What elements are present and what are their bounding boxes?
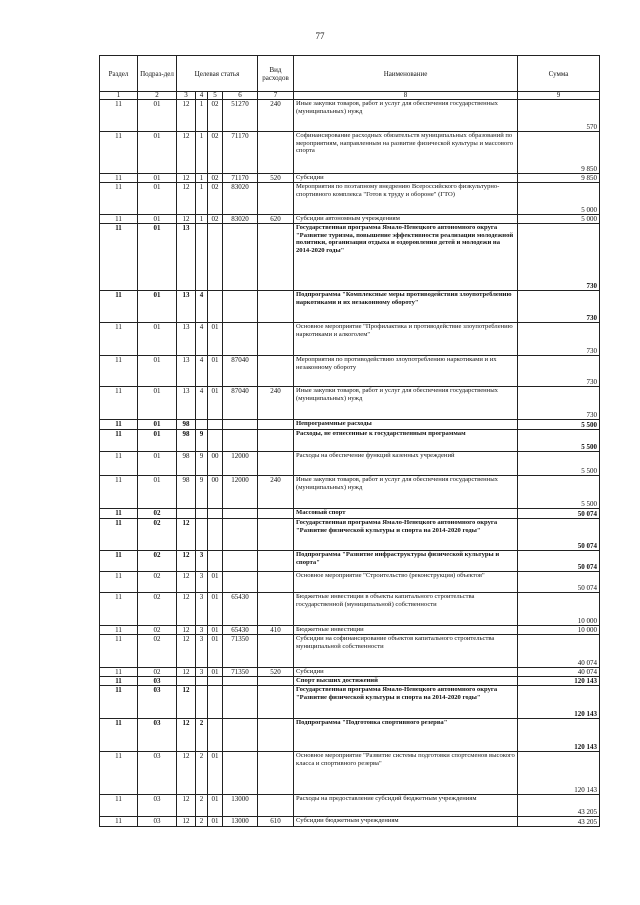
razdel-cell: 11: [100, 668, 138, 677]
direction-cell: 87040: [223, 356, 258, 387]
subprogram-cell: 2: [196, 752, 208, 795]
activity-cell: 01: [208, 626, 223, 635]
program-cell: 13: [177, 323, 196, 356]
table-row: [100, 572, 600, 593]
table-row: [100, 593, 600, 626]
vid-cell: [258, 752, 294, 795]
col-num: 2: [138, 92, 177, 100]
direction-cell: [223, 677, 258, 686]
name-cell: Государственная программа Ямало-Ненецкого автономного округа "Развитие физической культуры и спорта на 2014-2020 годы": [294, 519, 518, 551]
page-number: 77: [315, 31, 325, 41]
razdel-cell: 11: [100, 719, 138, 752]
podrazdel-cell: 02: [138, 593, 177, 626]
name-cell: Массовый спорт: [294, 509, 518, 519]
program-cell: [177, 677, 196, 686]
program-cell: 13: [177, 291, 196, 323]
vid-cell: [258, 686, 294, 719]
razdel-cell: 11: [100, 795, 138, 817]
subprogram-cell: 3: [196, 572, 208, 593]
vid-cell: 610: [258, 817, 294, 827]
table-row: [100, 519, 600, 551]
table-row: [100, 387, 600, 420]
sum-cell: 5 500: [518, 420, 600, 430]
sum-cell: 40 074: [518, 635, 600, 668]
activity-cell: 02: [208, 132, 223, 174]
program-cell: 12: [177, 635, 196, 668]
budget-table: [99, 55, 600, 827]
table-row: [100, 291, 600, 323]
podrazdel-cell: 02: [138, 626, 177, 635]
subprogram-cell: 1: [196, 174, 208, 183]
subprogram-cell: 3: [196, 626, 208, 635]
sum-cell: 50 074: [518, 519, 600, 551]
subprogram-cell: 9: [196, 430, 208, 452]
subprogram-cell: 2: [196, 795, 208, 817]
razdel-cell: 11: [100, 183, 138, 215]
podrazdel-cell: 03: [138, 752, 177, 795]
subprogram-cell: 1: [196, 183, 208, 215]
vid-cell: [258, 420, 294, 430]
vid-cell: [258, 795, 294, 817]
activity-cell: 02: [208, 183, 223, 215]
table-row: [100, 420, 600, 430]
vid-cell: [258, 291, 294, 323]
col-num: 5: [208, 92, 223, 100]
name-cell: Субсидии: [294, 668, 518, 677]
razdel-cell: 11: [100, 291, 138, 323]
col-num: 9: [518, 92, 600, 100]
table-row: [100, 677, 600, 686]
podrazdel-cell: 02: [138, 519, 177, 551]
vid-cell: 520: [258, 174, 294, 183]
vid-cell: 520: [258, 668, 294, 677]
header-razdel: Раздел: [100, 56, 138, 92]
direction-cell: [223, 519, 258, 551]
table-row: [100, 551, 600, 572]
podrazdel-cell: 03: [138, 686, 177, 719]
name-cell: Иные закупки товаров, работ и услуг для обеспечения государственных (муниципальных) нужд: [294, 100, 518, 132]
razdel-cell: 11: [100, 132, 138, 174]
activity-cell: [208, 430, 223, 452]
subprogram-cell: 3: [196, 593, 208, 626]
table-body: [100, 100, 600, 827]
activity-cell: 02: [208, 215, 223, 224]
vid-cell: [258, 572, 294, 593]
table-row: [100, 224, 600, 291]
vid-cell: [258, 452, 294, 476]
activity-cell: 00: [208, 476, 223, 509]
program-cell: 98: [177, 452, 196, 476]
col-num: 6: [223, 92, 258, 100]
table-row: [100, 183, 600, 215]
table-row: [100, 100, 600, 132]
direction-cell: 65430: [223, 593, 258, 626]
sum-cell: 730: [518, 224, 600, 291]
column-numbers-row: [100, 92, 600, 100]
sum-cell: 10 000: [518, 593, 600, 626]
activity-cell: [208, 291, 223, 323]
sum-cell: 10 000: [518, 626, 600, 635]
subprogram-cell: [196, 677, 208, 686]
subprogram-cell: 4: [196, 291, 208, 323]
activity-cell: [208, 224, 223, 291]
program-cell: [177, 509, 196, 519]
subprogram-cell: 2: [196, 817, 208, 827]
direction-cell: 13000: [223, 817, 258, 827]
col-num: 4: [196, 92, 208, 100]
header-sum: Сумма: [518, 56, 600, 92]
razdel-cell: 11: [100, 686, 138, 719]
name-cell: Иные закупки товаров, работ и услуг для обеспечения государственных (муниципальных) нужд: [294, 387, 518, 420]
activity-cell: 01: [208, 323, 223, 356]
table-row: [100, 668, 600, 677]
subprogram-cell: 4: [196, 387, 208, 420]
razdel-cell: 11: [100, 215, 138, 224]
vid-cell: 410: [258, 626, 294, 635]
activity-cell: 01: [208, 752, 223, 795]
activity-cell: 01: [208, 356, 223, 387]
vid-cell: 240: [258, 387, 294, 420]
sum-cell: 5 000: [518, 215, 600, 224]
razdel-cell: 11: [100, 430, 138, 452]
name-cell: Мероприятия по противодействию злоупотреблению наркотиками и их незаконному обороту: [294, 356, 518, 387]
vid-cell: 620: [258, 215, 294, 224]
direction-cell: 71170: [223, 174, 258, 183]
header-target: Целевая статья: [177, 56, 258, 92]
program-cell: 12: [177, 183, 196, 215]
podrazdel-cell: 01: [138, 100, 177, 132]
header-vid: Вид расходов: [258, 56, 294, 92]
direction-cell: [223, 572, 258, 593]
program-cell: 13: [177, 387, 196, 420]
program-cell: 12: [177, 174, 196, 183]
direction-cell: 83020: [223, 215, 258, 224]
direction-cell: [223, 551, 258, 572]
sum-cell: 730: [518, 387, 600, 420]
subprogram-cell: 9: [196, 452, 208, 476]
podrazdel-cell: 01: [138, 476, 177, 509]
name-cell: Подпрограмма "Комплексные меры противодействия злоупотреблению наркотиками и их незаконному обороту": [294, 291, 518, 323]
podrazdel-cell: 02: [138, 509, 177, 519]
sum-cell: 5 000: [518, 183, 600, 215]
podrazdel-cell: 03: [138, 817, 177, 827]
table-row: [100, 795, 600, 817]
direction-cell: 83020: [223, 183, 258, 215]
podrazdel-cell: 01: [138, 132, 177, 174]
direction-cell: [223, 420, 258, 430]
table-row: [100, 215, 600, 224]
name-cell: Иные закупки товаров, работ и услуг для обеспечения государственных (муниципальных) нужд: [294, 476, 518, 509]
sum-cell: 5 500: [518, 452, 600, 476]
table-row: [100, 686, 600, 719]
subprogram-cell: 3: [196, 551, 208, 572]
podrazdel-cell: 01: [138, 387, 177, 420]
program-cell: 12: [177, 551, 196, 572]
podrazdel-cell: 03: [138, 719, 177, 752]
program-cell: 12: [177, 719, 196, 752]
sum-cell: 50 074: [518, 509, 600, 519]
table-row: [100, 132, 600, 174]
table-row: [100, 626, 600, 635]
subprogram-cell: [196, 519, 208, 551]
activity-cell: [208, 519, 223, 551]
vid-cell: [258, 719, 294, 752]
name-cell: Непрограммные расходы: [294, 420, 518, 430]
subprogram-cell: 4: [196, 356, 208, 387]
podrazdel-cell: 02: [138, 551, 177, 572]
name-cell: Субсидии на софинансирование объектов капитального строительства муниципальной собственности: [294, 635, 518, 668]
table-row: [100, 323, 600, 356]
sum-cell: 730: [518, 323, 600, 356]
vid-cell: [258, 509, 294, 519]
col-num: 8: [294, 92, 518, 100]
subprogram-cell: 1: [196, 215, 208, 224]
vid-cell: [258, 183, 294, 215]
sum-cell: 50 074: [518, 572, 600, 593]
razdel-cell: 11: [100, 387, 138, 420]
table-row: [100, 635, 600, 668]
activity-cell: [208, 719, 223, 752]
name-cell: Субсидии бюджетным учреждениям: [294, 817, 518, 827]
subprogram-cell: [196, 686, 208, 719]
vid-cell: [258, 593, 294, 626]
podrazdel-cell: 02: [138, 635, 177, 668]
razdel-cell: 11: [100, 635, 138, 668]
podrazdel-cell: 03: [138, 795, 177, 817]
vid-cell: [258, 356, 294, 387]
activity-cell: 01: [208, 635, 223, 668]
activity-cell: 01: [208, 795, 223, 817]
activity-cell: 01: [208, 668, 223, 677]
direction-cell: 71350: [223, 635, 258, 668]
activity-cell: 00: [208, 452, 223, 476]
podrazdel-cell: 01: [138, 215, 177, 224]
podrazdel-cell: 01: [138, 291, 177, 323]
sum-cell: 120 143: [518, 686, 600, 719]
razdel-cell: 11: [100, 174, 138, 183]
podrazdel-cell: 02: [138, 668, 177, 677]
program-cell: 12: [177, 795, 196, 817]
razdel-cell: 11: [100, 626, 138, 635]
direction-cell: [223, 323, 258, 356]
podrazdel-cell: 01: [138, 224, 177, 291]
podrazdel-cell: 02: [138, 572, 177, 593]
direction-cell: [223, 224, 258, 291]
razdel-cell: 11: [100, 100, 138, 132]
direction-cell: 87040: [223, 387, 258, 420]
sum-cell: 120 143: [518, 719, 600, 752]
table-row: [100, 452, 600, 476]
direction-cell: [223, 719, 258, 752]
program-cell: 98: [177, 430, 196, 452]
name-cell: Спорт высших достижений: [294, 677, 518, 686]
subprogram-cell: 3: [196, 635, 208, 668]
col-num: 7: [258, 92, 294, 100]
razdel-cell: 11: [100, 476, 138, 509]
podrazdel-cell: 01: [138, 183, 177, 215]
razdel-cell: 11: [100, 224, 138, 291]
podrazdel-cell: 01: [138, 174, 177, 183]
vid-cell: 240: [258, 100, 294, 132]
name-cell: Основное мероприятие "Строительство (реконструкция) объектов": [294, 572, 518, 593]
name-cell: Субсидии автономным учреждениям: [294, 215, 518, 224]
name-cell: Государственная программа Ямало-Ненецкого автономного округа "Развитие туризма, повышение эффективности реализации молодежной политики, организация отдыха и оздоровления детей и молодежи на 2014-2020 годы": [294, 224, 518, 291]
name-cell: Расходы на предоставление субсидий бюджетным учреждениям: [294, 795, 518, 817]
activity-cell: 01: [208, 387, 223, 420]
razdel-cell: 11: [100, 572, 138, 593]
sum-cell: 9 850: [518, 174, 600, 183]
program-cell: 12: [177, 132, 196, 174]
activity-cell: [208, 420, 223, 430]
subprogram-cell: [196, 224, 208, 291]
razdel-cell: 11: [100, 551, 138, 572]
name-cell: Основное мероприятие "Профилактика и противодействие злоупотреблению наркотиками и алкоголем": [294, 323, 518, 356]
vid-cell: [258, 519, 294, 551]
col-num: 3: [177, 92, 196, 100]
direction-cell: 71350: [223, 668, 258, 677]
direction-cell: 13000: [223, 795, 258, 817]
sum-cell: 5 500: [518, 430, 600, 452]
direction-cell: 51270: [223, 100, 258, 132]
program-cell: 12: [177, 752, 196, 795]
program-cell: 98: [177, 420, 196, 430]
razdel-cell: 11: [100, 509, 138, 519]
subprogram-cell: 1: [196, 100, 208, 132]
podrazdel-cell: 03: [138, 677, 177, 686]
direction-cell: 65430: [223, 626, 258, 635]
vid-cell: [258, 635, 294, 668]
razdel-cell: 11: [100, 817, 138, 827]
sum-cell: 50 074: [518, 551, 600, 572]
col-num: 1: [100, 92, 138, 100]
program-cell: 98: [177, 476, 196, 509]
podrazdel-cell: 01: [138, 420, 177, 430]
direction-cell: [223, 752, 258, 795]
name-cell: Мероприятия по поэтапному внедрению Всероссийского физкультурно-спортивного комплекса "Готов к труду и обороне" (ГТО): [294, 183, 518, 215]
program-cell: 12: [177, 572, 196, 593]
table-row: [100, 174, 600, 183]
subprogram-cell: 3: [196, 668, 208, 677]
razdel-cell: 11: [100, 420, 138, 430]
direction-cell: 71170: [223, 132, 258, 174]
podrazdel-cell: 01: [138, 452, 177, 476]
program-cell: 12: [177, 215, 196, 224]
program-cell: 12: [177, 519, 196, 551]
name-cell: Расходы, не отнесенные к государственным программам: [294, 430, 518, 452]
activity-cell: [208, 551, 223, 572]
activity-cell: 02: [208, 100, 223, 132]
podrazdel-cell: 01: [138, 430, 177, 452]
name-cell: Расходы на обеспечение функций казенных учреждений: [294, 452, 518, 476]
direction-cell: 12000: [223, 452, 258, 476]
program-cell: 12: [177, 593, 196, 626]
activity-cell: [208, 677, 223, 686]
subprogram-cell: 2: [196, 719, 208, 752]
table-row: [100, 476, 600, 509]
table-row: [100, 817, 600, 827]
name-cell: Основное мероприятие "Развитие системы подготовки спортсменов высокого класса и спортивного резерва": [294, 752, 518, 795]
podrazdel-cell: 01: [138, 323, 177, 356]
activity-cell: 02: [208, 174, 223, 183]
program-cell: 13: [177, 356, 196, 387]
razdel-cell: 11: [100, 677, 138, 686]
activity-cell: 01: [208, 817, 223, 827]
name-cell: Софинансирование расходных обязательств муниципальных образований по мероприятиям, направленным на развитие физической культуры и массового спорта: [294, 132, 518, 174]
subprogram-cell: 4: [196, 323, 208, 356]
program-cell: 12: [177, 100, 196, 132]
sum-cell: 43 205: [518, 817, 600, 827]
sum-cell: 9 850: [518, 132, 600, 174]
activity-cell: 01: [208, 593, 223, 626]
name-cell: Бюджетные инвестиции: [294, 626, 518, 635]
sum-cell: 120 143: [518, 677, 600, 686]
direction-cell: [223, 430, 258, 452]
sum-cell: 43 205: [518, 795, 600, 817]
subprogram-cell: [196, 509, 208, 519]
program-cell: 12: [177, 817, 196, 827]
activity-cell: [208, 686, 223, 719]
direction-cell: [223, 291, 258, 323]
direction-cell: [223, 686, 258, 719]
sum-cell: 120 143: [518, 752, 600, 795]
header-podrazdel: Подраз-дел: [138, 56, 177, 92]
sum-cell: 570: [518, 100, 600, 132]
name-cell: Бюджетные инвестиции в объекты капитального строительства государственной (муниципальной) собственности: [294, 593, 518, 626]
razdel-cell: 11: [100, 356, 138, 387]
activity-cell: 01: [208, 572, 223, 593]
sum-cell: 730: [518, 356, 600, 387]
name-cell: Подпрограмма "Подготовка спортивного резерва": [294, 719, 518, 752]
activity-cell: [208, 509, 223, 519]
razdel-cell: 11: [100, 452, 138, 476]
header-name: Наименование: [294, 56, 518, 92]
subprogram-cell: 9: [196, 476, 208, 509]
vid-cell: [258, 132, 294, 174]
vid-cell: [258, 323, 294, 356]
vid-cell: 240: [258, 476, 294, 509]
program-cell: 12: [177, 626, 196, 635]
name-cell: Государственная программа Ямало-Ненецкого автономного округа "Развитие физической культуры и спорта на 2014-2020 годы": [294, 686, 518, 719]
vid-cell: [258, 430, 294, 452]
vid-cell: [258, 677, 294, 686]
razdel-cell: 11: [100, 519, 138, 551]
name-cell: Субсидии: [294, 174, 518, 183]
table-row: [100, 719, 600, 752]
vid-cell: [258, 551, 294, 572]
table-row: [100, 509, 600, 519]
razdel-cell: 11: [100, 593, 138, 626]
table-row: [100, 356, 600, 387]
sum-cell: 40 074: [518, 668, 600, 677]
name-cell: Подпрограмма "Развитие инфраструктуры физической культуры и спорта": [294, 551, 518, 572]
sum-cell: 5 500: [518, 476, 600, 509]
table-row: [100, 430, 600, 452]
razdel-cell: 11: [100, 752, 138, 795]
podrazdel-cell: 01: [138, 356, 177, 387]
program-cell: 13: [177, 224, 196, 291]
direction-cell: 12000: [223, 476, 258, 509]
subprogram-cell: 1: [196, 132, 208, 174]
program-cell: 12: [177, 668, 196, 677]
sum-cell: 730: [518, 291, 600, 323]
program-cell: 12: [177, 686, 196, 719]
vid-cell: [258, 224, 294, 291]
razdel-cell: 11: [100, 323, 138, 356]
subprogram-cell: [196, 420, 208, 430]
table-row: [100, 752, 600, 795]
direction-cell: [223, 509, 258, 519]
